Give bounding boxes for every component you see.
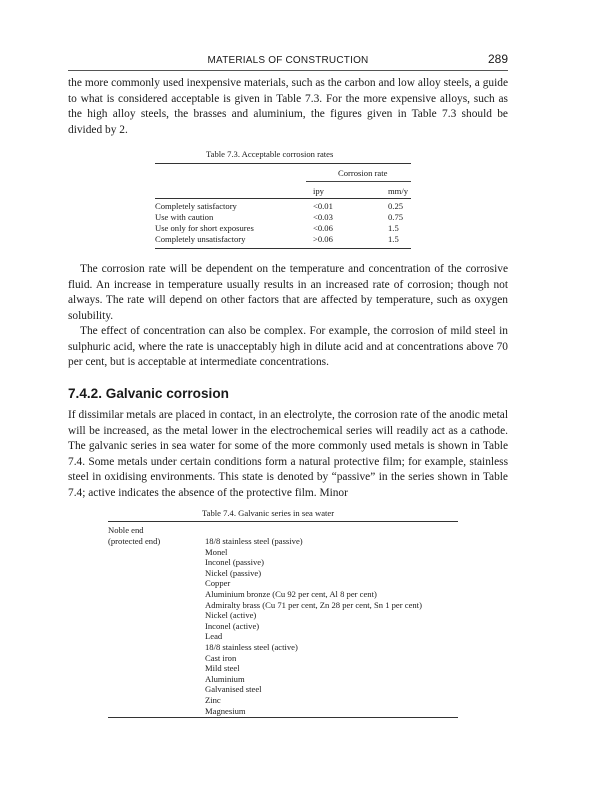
temperature-paragraph: The corrosion rate will be dependent on the temperature and concentration of the corrosive fluid. An increase in temperature usually results in an increased rate of corrosion; though not always. The rate will depend on other factors that are affected by temperature, such as oxygen solubility. bbox=[68, 263, 508, 322]
table-row bbox=[155, 223, 411, 234]
table-7-3-caption: Table 7.3. Acceptable corrosion rates bbox=[206, 149, 334, 159]
mmy-column-header: mm/y bbox=[388, 186, 409, 196]
ipy-value: >0.06 bbox=[313, 234, 333, 244]
list-item: Monel bbox=[205, 546, 228, 557]
list-item: 18/8 stainless steel (passive) bbox=[205, 536, 303, 546]
table-7-3-bottom-rule bbox=[155, 248, 411, 249]
noble-end-label: Noble end bbox=[108, 525, 144, 535]
table-7-4-caption: Table 7.4. Galvanic series in sea water bbox=[202, 508, 335, 518]
list-item: Cast iron bbox=[205, 652, 237, 663]
list-item: Galvanised steel bbox=[205, 684, 262, 695]
corrosion-rate-header: Corrosion rate bbox=[338, 168, 388, 178]
list-item: Zinc bbox=[205, 694, 221, 705]
table-7-4-end-label bbox=[108, 525, 160, 546]
list-item: Mild steel bbox=[205, 663, 240, 674]
mmy-value: 0.25 bbox=[388, 201, 404, 211]
list-item: Aluminium bronze (Cu 92 per cent, Al 8 per cent) bbox=[205, 588, 377, 599]
corrosion-rate-underline bbox=[306, 181, 411, 182]
table-7-3-body bbox=[155, 201, 411, 247]
rating-label: Use only for short exposures bbox=[155, 223, 254, 233]
list-item: Copper bbox=[205, 578, 231, 589]
running-title: MATERIALS OF CONSTRUCTION bbox=[207, 55, 369, 66]
table-row bbox=[155, 212, 411, 223]
list-item: Inconel (passive) bbox=[205, 557, 264, 568]
list-item: Lead bbox=[205, 631, 223, 642]
list-item: Admiralty brass (Cu 71 per cent, Zn 28 per cent, Sn 1 per cent) bbox=[205, 599, 422, 610]
list-item: Magnesium bbox=[205, 705, 246, 716]
ipy-value: <0.03 bbox=[313, 212, 333, 222]
running-header bbox=[68, 52, 508, 71]
table-7-4-bottom-rule bbox=[108, 717, 458, 718]
table-7-4-top-rule bbox=[108, 521, 458, 522]
rating-label: Completely unsatisfactory bbox=[155, 234, 246, 244]
list-item: Inconel (active) bbox=[205, 620, 260, 631]
galvanic-series-list bbox=[205, 536, 422, 716]
table-7-3-header-rule bbox=[155, 198, 411, 199]
ipy-column-header: ipy bbox=[313, 186, 324, 196]
ipy-value: <0.01 bbox=[313, 201, 333, 211]
table-7-3-top-rule bbox=[155, 163, 411, 164]
table-row bbox=[155, 201, 411, 212]
mmy-value: 0.75 bbox=[388, 212, 404, 222]
page-number: 289 bbox=[487, 52, 508, 66]
list-item: Nickel (active) bbox=[205, 610, 257, 621]
list-item: 18/8 stainless steel (active) bbox=[205, 641, 298, 652]
rating-label: Use with caution bbox=[155, 212, 214, 222]
mmy-value: 1.5 bbox=[388, 234, 399, 244]
rating-label: Completely satisfactory bbox=[155, 201, 237, 211]
protected-end-label: (protected end) bbox=[108, 535, 161, 546]
section-heading: 7.4.2. Galvanic corrosion bbox=[68, 386, 229, 401]
mmy-value: 1.5 bbox=[388, 223, 399, 233]
galvanic-paragraph: If dissimilar metals are placed in contact, in an electrolyte, the corrosion rate of the anodic metal will be increased, as the metal lower in the electrochemical series will readily act as a cathode. The galvanic series in sea water for some of the more commonly used metals is shown in Table 7.4. Some metals under certain conditions form a natural protective film; for example, stainless steel in oxidising environments. This state is denoted by “passive” in the series shown in Table 7.4; active indicates the absence of the protective film. Minor bbox=[68, 409, 508, 499]
list-item: Nickel (passive) bbox=[205, 567, 262, 578]
intro-paragraph: the more commonly used inexpensive materials, such as the carbon and low alloy steels, a guide to what is considered acceptable is given in Table 7.3. For the more expensive alloys, such as the high alloy steels, the brasses and aluminium, the figures given in Table 7.3 should be divided by 2. bbox=[68, 77, 508, 136]
concentration-paragraph: The effect of concentration can also be complex. For example, the corrosion of mild steel in sulphuric acid, where the rate is unacceptably high in dilute acid and at concentrations above 70 per cent, but is acceptable at intermediate concentrations. bbox=[68, 325, 508, 369]
list-item: Aluminium bbox=[205, 673, 245, 684]
table-row bbox=[155, 234, 411, 245]
ipy-value: <0.06 bbox=[313, 223, 333, 233]
